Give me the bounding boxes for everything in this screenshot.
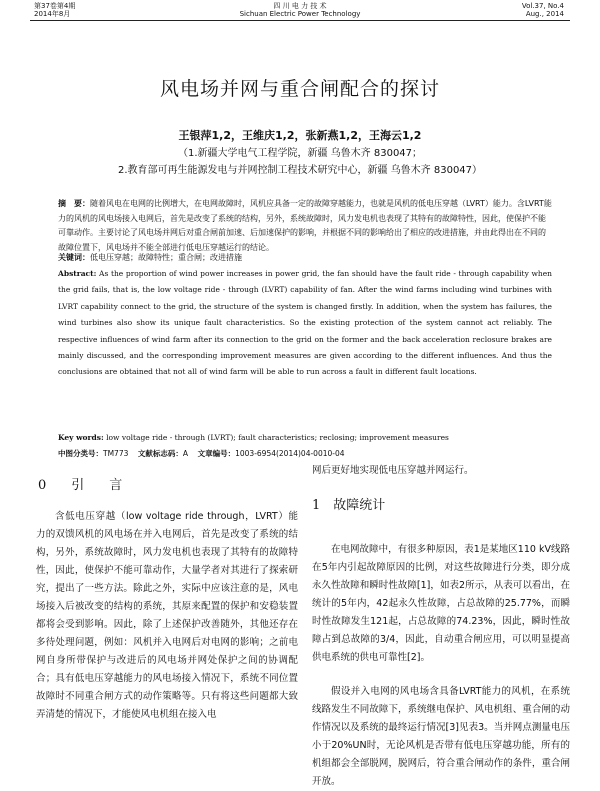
abstract-en-label: Abstract: <box>58 269 97 278</box>
section-fault-statistics-heading: 1 故障统计 <box>312 498 386 513</box>
header-rule <box>30 20 570 21</box>
journal-name-cn: 四 川 电 力 技 术 <box>273 2 327 10</box>
classification-line <box>58 448 552 460</box>
paper-title: 风电场并网与重合闸配合的探讨 <box>159 78 440 100</box>
keywords-en-label: Key words: <box>58 433 104 442</box>
journal-name-en: Sichuan Electric Power Technology <box>239 10 361 18</box>
date-cn: 2014年8月 <box>34 10 71 18</box>
affiliation-2: 2.教育部可再生能源发电与并网控制工程技术研究中心，新疆 乌鲁木齐 830047） <box>117 165 483 176</box>
article-id-value: 1003-6954(2014)04-0010-04 <box>235 449 345 458</box>
affiliation-1: （1.新疆大学电气工程学院，新疆 乌鲁木齐 830047； <box>177 148 423 159</box>
keywords-en <box>58 432 552 444</box>
abstract-en-text: As the proportion of wind power increases in power grid, the fan should have the fault ride - through capability when the grid fails, that is, the low voltage ride - through (LVRT) capability of fan. After the wind farms including wind turbines with LVRT capability connect to the grid, the structure of the system is changed firstly. In addition, when the system has failures, the wind turbines also show its unique fault characteristics. So the existing protection of the system cannot act reliably. The respective influences of wind farm after its connection to the grid on the former and the back acceleration reclosure brakes are mainly discussed, and the corresponding improvement measures are given according to the different influences. And thus the conclusions are obtained that not all of wind farm will be able to run across a fault in different fault locations. <box>58 269 552 377</box>
abstract-cn-text: 随着风电在电网的比例增大，在电网故障时，风机应具备一定的故障穿越能力，也就是风机的低电压穿越（LVRT）能力。含LVRT能力的风机的风电场接入电网后，首先是改变了系统的结构，另外，系统故障时，风力发电机也表现了其特有的故障特性，因此，使保护不能可靠动作。主要讨论了风电场并网后对重合闸前加速、后加速保护的影响，并根据不同的影响给出了相应的改进措施，并由此得出在不同的故障位置下，风电场并不能全部进行低电压穿越运行的结论。 <box>58 199 552 252</box>
doc-code-value: A <box>182 449 189 458</box>
paper-authors: 王银萍1,2，王维庆1,2，张新燕1,2，王海云1,2 <box>178 129 422 142</box>
journal-name <box>0 2 600 18</box>
article-id-label: 文章编号： <box>197 449 236 458</box>
keywords-en-text: low voltage ride - through (LVRT); fault characteristics; reclosing; improvement measures <box>106 433 449 442</box>
volume-en: Vol.37, No.4 <box>521 2 564 10</box>
fault-statistics-paragraph-2: 假设并入电网的风电场含具备LVRT能力的风机，在系统线路发生不同故障下，系统继电保护、风电机组、重合闸的动作情况以及系统的最终运行情况[3]见表3。当并网点测量电压小于20%UN时，无论风机是否带有低电压穿越功能，所有的机组都会全部脱网，脱网后，符合重合闸动作的条件，重合闸开放。 <box>312 686 570 787</box>
doc-code-label: 文献标志码： <box>137 449 183 458</box>
right-column-continuation: 网后更好地实现低电压穿越并网运行。 <box>312 465 474 476</box>
volume-cn: 第37卷第4期 <box>34 2 76 10</box>
abstract-en <box>58 266 552 381</box>
section-introduction-paragraph: 含低电压穿越（low voltage ride through，LVRT）能力的双馈风机的风电场在并入电网后，首先是改变了系统的结构，另外，系统故障时，风力发电机也表现了其特有的故障特性，因此，使保护不能可靠动作，大量学者对其进行了探索研究，提出了一些方法。除此之外，实际中应该注意的是，风电场接入后被改变的结构的系统，其原来配置的保护和安稳装置都将会受到影响。因此，除了上述保护改善随外，其他还存在多待处理问题，例如：风机并入电网后对电网的影响；之前电网自身所带保护与改进后的风电场并网处保护之间的协调配合；具有低电压穿越能力的风电场接入情况下，系统不同位置故障时不同重合闸方式的动作策略等。只有将这些问题都大致弄清楚的情况下，才能使风电机组在接入电 <box>36 511 298 720</box>
page-header <box>0 0 600 22</box>
keywords-cn-label: 关键词： <box>58 253 90 262</box>
fault-statistics-paragraph-1: 在电网故障中，有很多种原因，表1是某地区110 kV线路在5年内引起故障原因的比例，对这些故障进行分类，即分成永久性故障和瞬时性故障[1]，如表2所示，从表可以看出，在统计的5年内，42起永久性故障，占总故障的25.77%，而瞬时性故障发生121起，占总故障的74.23%，因此，瞬时性故障占到总故障的3/4，因此，自动重合闸应用，可以明显提高供电系统的供电可靠性[2]。 <box>312 544 570 663</box>
abstract-cn <box>58 197 552 255</box>
journal-volume-en <box>522 2 564 18</box>
date-en: Aug., 2014 <box>525 10 564 18</box>
keywords-cn <box>58 252 552 264</box>
keywords-cn-text: 低电压穿越；故障特性；重合闸；改进措施 <box>90 253 242 262</box>
clc-value: TM773 <box>103 449 129 458</box>
section-introduction-heading: 0 引 言 <box>38 478 129 493</box>
clc-label: 中图分类号： <box>58 449 103 458</box>
abstract-cn-label: 摘 要： <box>58 199 90 208</box>
